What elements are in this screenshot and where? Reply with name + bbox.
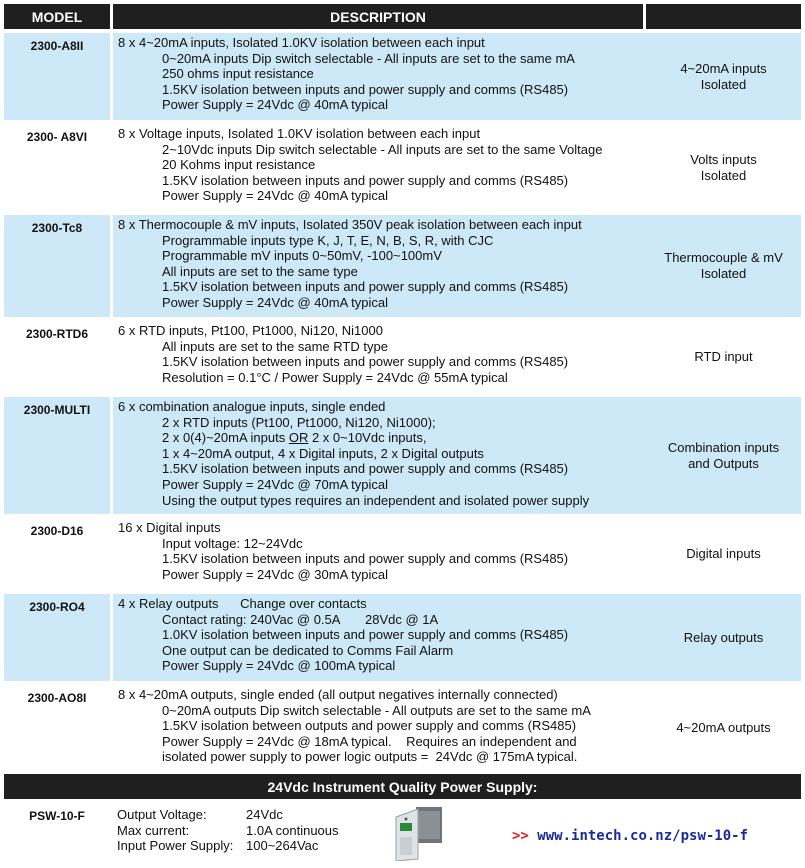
description-line: 2~10Vdc inputs Dip switch selectable - All inputs are set to the same Voltage	[162, 141, 603, 157]
psu-link[interactable]: >> www.intech.co.nz/psw-10-f	[512, 828, 749, 844]
description-cell	[113, 215, 648, 317]
description-line: Power Supply = 24Vdc @ 100mA typical	[162, 658, 396, 674]
din-rail-power-supply-icon	[392, 803, 444, 861]
description-line: Power Supply = 24Vdc @ 40mA typical	[162, 294, 389, 310]
psu-model: PSW-10-F	[29, 809, 85, 823]
description-line: Power Supply = 24Vdc @ 30mA typical	[162, 566, 389, 582]
model-cell: 2300-RO4	[4, 594, 110, 681]
description-cell	[113, 685, 648, 771]
header-type	[646, 4, 801, 29]
description-cell	[113, 397, 648, 514]
table-row	[0, 685, 805, 771]
psu-title-bar: 24Vdc Instrument Quality Power Supply:	[4, 774, 801, 799]
type-cell: Combination inputs and Outputs	[646, 397, 801, 514]
description-line: All inputs are set to the same type	[162, 263, 358, 279]
description-line: 1.5KV isolation between inputs and power supply and comms (RS485)	[162, 461, 569, 477]
description-first-line: 8 x 4~20mA inputs, Isolated 1.0KV isolation between each input	[118, 35, 485, 50]
psu-spec-row: Output Voltage: 24Vdc	[117, 807, 283, 822]
description-cell	[113, 33, 648, 120]
description-line: isolated power supply to power logic outputs = 24Vdc @ 175mA typical.	[162, 749, 578, 765]
header-model: MODEL	[4, 4, 110, 29]
description-first-line: 6 x RTD inputs, Pt100, Pt1000, Ni120, Ni1000	[118, 323, 383, 338]
description-cell	[113, 594, 648, 681]
table-row	[0, 594, 805, 681]
description-line: 1 x 4~20mA output, 4 x Digital inputs, 2 x Digital outputs	[162, 445, 484, 461]
psu-spec-row: Input Power Supply: 100~264Vac	[117, 838, 319, 854]
type-cell: Digital inputs	[686, 546, 761, 561]
description-line: Power Supply = 24Vdc @ 40mA typical	[162, 97, 389, 113]
table-row	[0, 397, 805, 514]
table-row	[0, 215, 805, 317]
description-cell	[113, 124, 648, 211]
description-line: Programmable inputs type K, J, T, E, N, B, S, R, with CJC	[162, 232, 494, 248]
table-row	[0, 321, 805, 393]
psu-spec-row: Max current: 1.0A continuous	[117, 822, 339, 838]
description-line: Input voltage: 12~24Vdc	[162, 535, 303, 551]
description-line: Power Supply = 24Vdc @ 40mA typical	[162, 188, 389, 204]
type-cell: Relay outputs	[646, 594, 801, 681]
description-line: One output can be dedicated to Comms Fail Alarm	[162, 642, 454, 658]
description-line: 250 ohms input resistance	[162, 66, 314, 82]
description-line: Power Supply = 24Vdc @ 70mA typical	[162, 476, 389, 492]
description-first-line: 6 x combination analogue inputs, single ended	[118, 399, 386, 414]
model-cell: 2300-D16	[30, 524, 84, 538]
type-cell: Thermocouple & mV Isolated	[646, 215, 801, 317]
description-first-line: 4 x Relay outputs Change over contacts	[118, 596, 367, 611]
description-first-line: 16 x Digital inputs	[118, 520, 221, 535]
model-cell: 2300-AO8I	[27, 691, 87, 705]
description-line: Contact rating: 240Vac @ 0.5A 28Vdc @ 1A	[162, 611, 439, 627]
description-line: Resolution = 0.1°C / Power Supply = 24Vdc @ 55mA typical	[162, 369, 508, 385]
model-cell: 2300-MULTI	[4, 397, 110, 514]
type-cell: 4~20mA outputs	[676, 720, 771, 735]
description-line: 2 x RTD inputs (Pt100, Pt1000, Ni120, Ni1000);	[162, 414, 436, 430]
description-line: All inputs are set to the same RTD type	[162, 338, 388, 354]
model-cell: 2300-Tc8	[4, 215, 110, 317]
type-cell: 4~20mA inputs Isolated	[646, 33, 801, 120]
description-cell	[113, 321, 648, 393]
model-cell: 2300-A8II	[4, 33, 110, 120]
description-line: 0~20mA inputs Dip switch selectable - All inputs are set to the same mA	[162, 50, 575, 66]
description-line: 1.5KV isolation between inputs and power supply and comms (RS485)	[162, 279, 569, 295]
header-description: DESCRIPTION	[113, 4, 643, 29]
description-line: 1.0KV isolation between inputs and power supply and comms (RS485)	[162, 627, 569, 643]
description-line: 1.5KV isolation between inputs and power supply and comms (RS485)	[162, 354, 569, 370]
model-cell: 2300-RTD6	[25, 327, 89, 341]
description-cell	[113, 518, 648, 590]
or-emphasis: OR	[288, 430, 309, 446]
description-line: Programmable mV inputs 0~50mV, -100~100mV	[162, 248, 442, 264]
table-row	[0, 124, 805, 211]
description-first-line: 8 x Thermocouple & mV inputs, Isolated 350V peak isolation between each input	[118, 217, 582, 232]
psu-specs	[117, 807, 339, 854]
type-cell: Volts inputs Isolated	[690, 151, 757, 183]
type-cell: RTD input	[694, 349, 753, 364]
description-line: 1.5KV isolation between inputs and power supply and comms (RS485)	[162, 551, 569, 567]
description-line: 1.5KV isolation between inputs and power supply and comms (RS485)	[162, 81, 569, 97]
description-line: 0~20mA outputs Dip switch selectable - All outputs are set to the same mA	[162, 702, 591, 718]
table-row	[0, 33, 805, 120]
model-cell: 2300- A8VI	[26, 130, 88, 144]
description-first-line: 8 x 4~20mA outputs, single ended (all output negatives internally connected)	[118, 687, 558, 702]
description-line: 1.5KV isolation between inputs and power supply and comms (RS485)	[162, 172, 569, 188]
description-line: 1.5KV isolation between outputs and power supply and comms (RS485)	[162, 718, 577, 734]
description-line: 2 x 0(4)~20mA inputs OR 2 x 0~10Vdc inputs,	[162, 430, 427, 446]
description-first-line: 8 x Voltage inputs, Isolated 1.0KV isolation between each input	[118, 126, 481, 141]
description-line: Using the output types requires an independent and isolated power supply	[162, 492, 590, 508]
description-line: Power Supply = 24Vdc @ 18mA typical. Requires an independent and	[162, 733, 577, 749]
table-row	[0, 518, 805, 590]
description-line: 20 Kohms input resistance	[162, 157, 316, 173]
